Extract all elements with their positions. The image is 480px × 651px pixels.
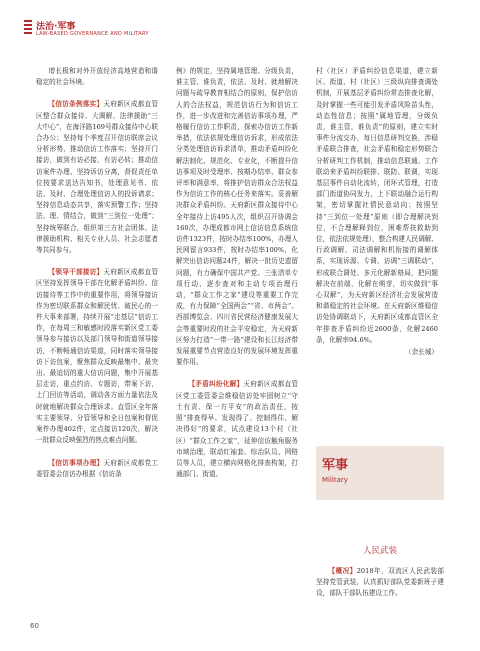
- section-header: [24, 17, 464, 43]
- text-column-3: [316, 66, 438, 358]
- text-column-1: [36, 66, 158, 480]
- people-armed-forces-heading: 人民武装: [362, 546, 397, 556]
- header-stripe-icon: [24, 20, 32, 38]
- article-petition-handling: [36, 458, 158, 480]
- military-subtitle: Military: [322, 476, 348, 484]
- page-number: 60: [30, 622, 39, 630]
- section-subtitle: LAW-BASED GOVERNANCE AND MILITARY: [36, 31, 149, 37]
- intro-paragraph: 增长极和对外开放经济高地营造和谐稳定的社会环境。: [36, 67, 158, 87]
- article-body: 天府新区成都直管区党工委管委会维稳信访处牢固树立“守土有责、保一方平安”的政治责任，按照“排查得早、发现得了、控制得住、解决得好”的要求，试点建设13个村（社区）“群众工作之家”，延伸信访触角服务市域治理，联动红袖套、综治队员、网格员等人员，建立横向网格化排查构架，打通部门、街道、: [176, 380, 299, 479]
- article-body: 天府新区成都直管区坚持发挥领导干部在化解矛盾纠纷、信访接待等工作中的重要作用，将领导接访作为密切联系群众和解民忧、破民心的一件大事来部署，持续开展“走基层”信访工作，在每周三和敏感时段落实新区党工委领导参与接访以及部门领导和街道领导接访，不断畅通信访渠道，同时落实领导接访下访包案，聚焦群众反映最集中、最突出、最迫切的重大信访问题，集中开展基层走访，重点约访、专题访，带案下访，上门回访等活动，调动各方面力量依法及时就地解决群众合理诉求。直管区全年落实主要领导、分管领导和全日包案和督促案件办理402件，定点接访120次，解决一批群众反映强烈的热点难点问题。: [36, 268, 159, 445]
- article-tag: 【信访条例落实】: [48, 100, 104, 109]
- article-petition-regulations: [36, 99, 158, 256]
- article-continuation: 村（社区）矛盾纠纷信息渠道，建立新区、街道、村（社区）三级纵向排查调处机制，开展基层矛盾纠纷常态排查化解，及时掌握一些可能引发矛盾风险苗头性，动态性信息；按照“属地管理，分级负责，谁主管，谁负责”的原则，建立实时事件分流交办，每日信息研判交换，涉稳矛盾联合排查，社会矛盾和稳定形势联合分析研判工作机制，推动信息联通、工作联动来矛盾纠纷联排、联防、联调，实现基层事件自动化流转，闭环式管理，打造部门街道协同发力，上下联动融合运行构架，密切掌握社情民意动向；按照坚持“三到位一处理”原则（即合理解决到位，不合理解释到位，困难帮扶救助到位，依法依规处理），整合构建人民调解、行政调解、司法调解和机衔接的调解体系，实现诉源、专调、访调“三调联动”，形成联合调处、多元化解新格局，把问题解决在前端、化解在萌芽，切实做到“事心双解”，为天府新区经济社会发展营造和谐稳定的社会环境。在天府新区维稳信访处协调联动下，天府新区成都直管区全年排查矛盾纠纷近2600条，化解2460条，化解率94.6%。: [316, 67, 438, 344]
- article-tag: 【领导干部接访】: [48, 268, 104, 277]
- article-leader-reception: [36, 267, 158, 446]
- article-body: 天府新区成都党工委管委会信访办根据《信访条: [36, 458, 159, 478]
- military-section-banner: [316, 446, 444, 500]
- section-title: 法治·军事: [36, 22, 76, 32]
- author-credit: （余长城）: [405, 348, 438, 357]
- article-body: 2018年，双流区人民武装部坚持党管武装，认真抓好部队党委新班子建设，部队干部队伍建设工作。: [316, 567, 445, 598]
- article-body: 天府新区成都直管区整合群众接待、大调解、法律援助“三大中心”，在海洋路169号群众接待中心联合办公；坚持每个季度召开信访联席会议分析形势、推动信访工作落实；坚持开门接访，做到有访必接，有访必转；推动信访案件办理、坚持诉访分离，督促责任单位按要求送达告知书，处理意见书、依法、及时、合理处理信访人的投诉请求；坚持信息动态共享，落实预警工作；坚持法、理、情结合，做到“三到位一处理”；坚持统筹联合，组织第三方社会团体、法律援助机构、相关专业人员、社会志愿者等共同参与。: [36, 100, 159, 255]
- overview-paragraph: [316, 566, 444, 600]
- military-title: 军事: [322, 458, 349, 473]
- article-continuation: 例》的规定，坚持属地管理、分级负责，谁主管、谁负责，依法、及时、就地解决问题与疏导教育相结合的原则，保护信访人的合法权益，规范信访行为和信访工作，进一步改进和完善信访事项办理，严格履行信访工作职责，探索办信访工作新举措，依法依规处理信访诉求，形成依法分类处理信访诉求清单，推动矛盾纠纷化解法制化、规范化、专业化，不断提升信访事项及时受理率、按期办结率、群众参评率和满意率，将推护信访群众合法权益作为信访工作的核心任务来落实。妥善解决群众矛盾纠纷。天府新区群众接待中心全年接待上访495人次，组织召开协调会160次，办理成都市网上信访信息系统信访件1323件，按时办结率100%，办理人民网留言933件，按时办结率100%，化解突出信访问题24件，解决一批历史遗留问题，有力确保中国共产党、三张清单专项行动、逐步查对和主动专项治理行动，“群众工作之家”建设等重要工作完成，有力保障“全国两会”“省、市两会”、西部博览会、四川省民营经济健康发展大会等重要时段的社会平安稳定，为天府新区努力打造“一带一路”建设和长江经济带发展重要节点营造良好的发展环境发挥重要作用。: [176, 67, 298, 367]
- article-tag: 【概况】: [328, 567, 357, 575]
- text-column-2: [176, 66, 298, 480]
- article-dispute-resolution: [176, 379, 298, 480]
- article-tag: 【信访事项办理】: [48, 458, 104, 467]
- article-tag: 【矛盾纠纷化解】: [188, 380, 244, 389]
